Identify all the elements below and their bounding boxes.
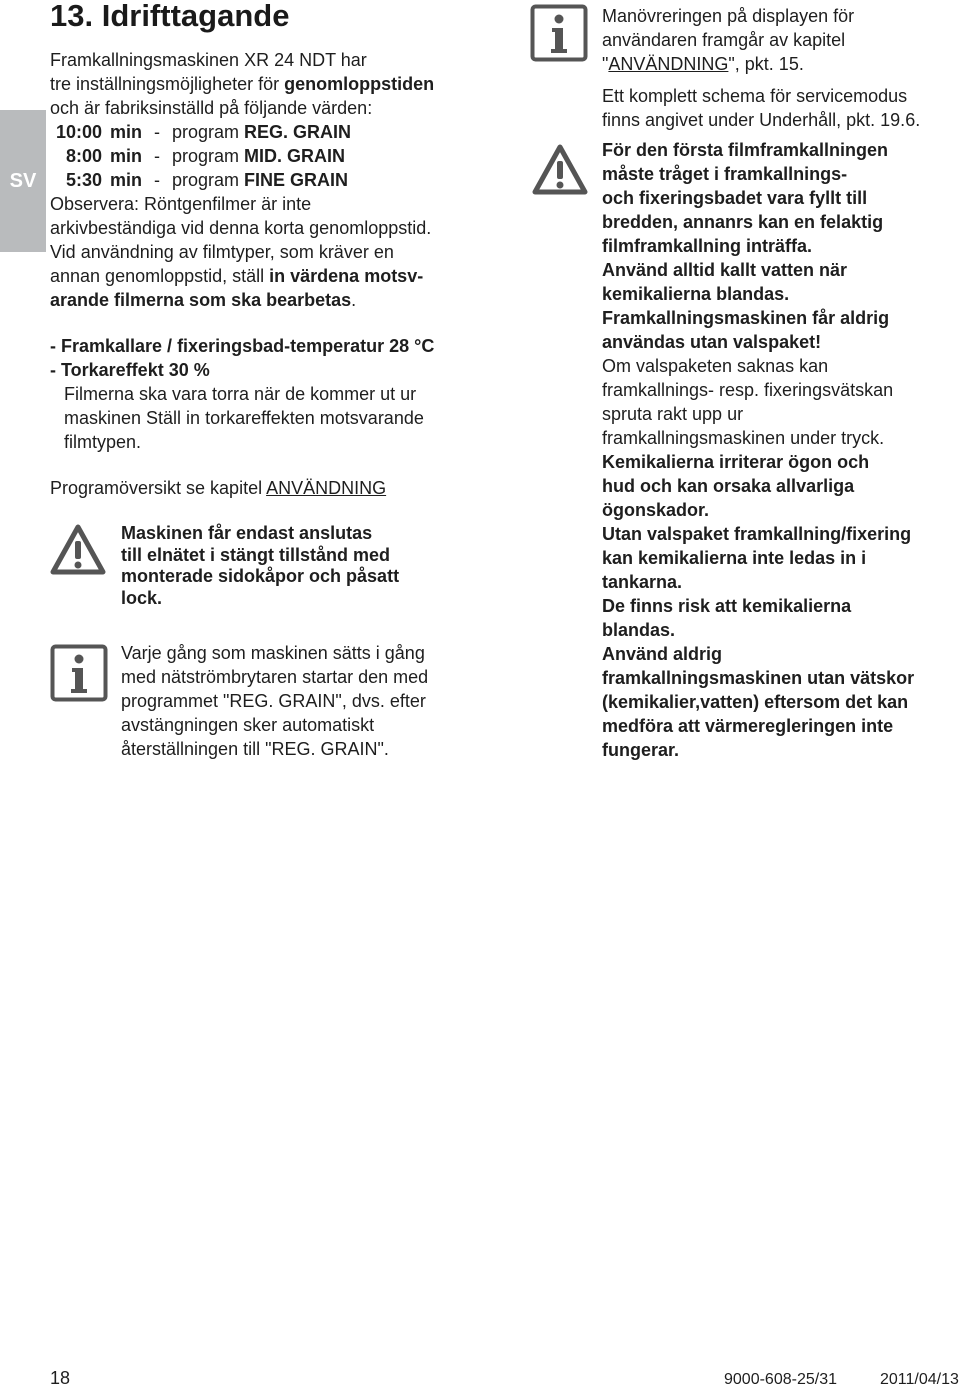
warning-line: lock. — [121, 587, 163, 608]
warning-line: till elnätet i stängt tillstånd med — [121, 544, 391, 565]
text-line — [602, 546, 958, 570]
program-prefix: program — [172, 170, 245, 190]
text-line — [602, 108, 952, 132]
text-run: " — [602, 54, 609, 74]
text-run: finns angivet under Underhåll, pkt. 19.6. — [602, 110, 921, 130]
text-run: . — [351, 290, 357, 310]
text-run: Observera: Röntgenfilmer är inte — [50, 194, 312, 214]
text-line — [602, 210, 958, 234]
program-overview-link[interactable]: ANVÄNDNING — [266, 478, 387, 498]
text-line — [602, 738, 958, 762]
settings-text — [50, 334, 490, 454]
text-line — [602, 234, 958, 258]
document-number: 9000-608-25/31 — [724, 1371, 837, 1388]
text-line — [50, 48, 490, 72]
text-run: filmtypen. — [64, 432, 142, 452]
text-line — [50, 288, 490, 312]
info-line: Varje gång som maskinen sätts i gång — [121, 643, 425, 663]
text-line — [50, 264, 490, 288]
program-overview — [50, 476, 490, 500]
text-run: Använd alltid kallt vatten när — [602, 260, 848, 280]
text-line — [602, 378, 958, 402]
text-run: och fixeringsbadet vara fyllt till — [602, 188, 868, 208]
page-number: 18 — [50, 1368, 71, 1388]
text-run: För den första filmframkallningen — [602, 140, 889, 160]
program-name: MID. GRAIN — [244, 146, 346, 166]
warning-line: monterade sidokåpor och påsatt — [121, 566, 400, 586]
time-value: 8:00 — [65, 146, 102, 166]
text-run: framkallningsmaskinen under tryck. — [602, 428, 885, 448]
text-run: Manövreringen på displayen för — [602, 6, 855, 26]
time-value: 5:30 — [65, 170, 102, 190]
info-icon — [50, 644, 108, 702]
text-run: medföra att värmeregleringen inte — [602, 716, 894, 736]
text-run: - Torkareffekt 30 % — [50, 360, 210, 380]
program-times — [50, 120, 490, 192]
text-run: användas utan valspaket! — [602, 332, 822, 352]
info-icon — [530, 4, 588, 62]
text-line — [50, 192, 490, 216]
text-run: Utan valspaket framkallning/fixering — [602, 524, 912, 544]
text-run: ögonskador. — [602, 500, 710, 520]
text-line — [602, 618, 958, 642]
text-run: arkivbeständiga vid denna korta genomloppstid. — [50, 218, 432, 238]
text-line — [602, 282, 958, 306]
text-line — [602, 354, 958, 378]
text-line — [602, 714, 958, 738]
intro-text — [50, 48, 490, 120]
program-prefix: program — [172, 122, 245, 142]
text-run: Om valspaketen saknas kan — [602, 356, 829, 376]
text-line — [50, 72, 490, 96]
settings-section — [50, 334, 490, 454]
text-run: maskinen Ställ in torkareffekten motsvarande — [64, 408, 424, 428]
text-run: hud och kan orsaka allvarliga — [602, 476, 855, 496]
language-tab: SV — [0, 110, 46, 252]
text-line — [602, 330, 958, 354]
text-run: - Framkallare / fixeringsbad-temperatur 28 °C — [50, 336, 435, 356]
text-run: filmframkallning inträffa. — [602, 236, 813, 256]
left-warning-text — [121, 523, 481, 609]
program-name: FINE GRAIN — [244, 170, 349, 190]
program-time-row — [50, 120, 490, 144]
text-run: kemikalierna blandas. — [602, 284, 790, 304]
right-warning-text — [602, 138, 958, 762]
text-line — [602, 258, 958, 282]
program-time-row — [50, 144, 490, 168]
text-line — [50, 240, 490, 264]
dash: - — [154, 146, 160, 166]
text-line — [602, 28, 952, 52]
text-line — [602, 498, 958, 522]
text-line — [602, 642, 958, 666]
text-run: genomloppstiden — [284, 74, 435, 94]
text-line — [50, 430, 490, 454]
time-unit: min — [110, 122, 143, 142]
text-run: annan genomloppstid, ställ — [50, 266, 270, 286]
text-run: fungerar. — [602, 740, 680, 760]
right-info-lines — [602, 4, 952, 132]
info-line: med nätströmbrytaren startar den med — [121, 667, 429, 687]
program-overview-text: Programöversikt se kapitel — [50, 478, 267, 498]
text-run: spruta rakt upp ur — [602, 404, 744, 424]
warning-triangle-icon — [532, 144, 588, 196]
text-run: framkallnings- resp. fixeringsvätskan — [602, 380, 894, 400]
intro-section — [50, 48, 490, 312]
right-warning-lines — [602, 138, 958, 762]
info-line: avstängningen sker automatiskt — [121, 715, 375, 735]
text-line — [602, 84, 952, 108]
text-line — [602, 52, 952, 76]
text-line — [602, 138, 958, 162]
text-run: in värdena motsv- — [269, 266, 424, 286]
text-line — [602, 186, 958, 210]
text-run: tre inställningsmöjligheter för — [50, 74, 285, 94]
warning-triangle-icon — [50, 524, 106, 576]
text-run: Framkallningsmaskinen får aldrig — [602, 308, 890, 328]
info-line: återställningen till "REG. GRAIN". — [121, 739, 389, 759]
text-line — [602, 426, 958, 450]
text-line — [602, 570, 958, 594]
text-line — [50, 96, 490, 120]
text-run: framkallningsmaskinen utan vätskor — [602, 668, 915, 688]
warning-line: Maskinen får endast anslutas — [121, 523, 373, 543]
program-name: REG. GRAIN — [244, 122, 352, 142]
text-run: Kemikalierna irriterar ögon och — [602, 452, 870, 472]
right-info-text — [602, 4, 952, 132]
text-line — [602, 666, 958, 690]
text-line — [602, 522, 958, 546]
text-line — [602, 4, 952, 28]
text-line — [602, 162, 958, 186]
time-unit: min — [110, 146, 143, 166]
time-value: 10:00 — [55, 122, 102, 142]
chapter-link[interactable]: ANVÄNDNING — [608, 54, 729, 74]
dash: - — [154, 122, 160, 142]
text-run: Använd aldrig — [602, 644, 723, 664]
info-line: programmet "REG. GRAIN", dvs. efter — [121, 691, 426, 711]
text-run: bredden, annanrs kan en felaktig — [602, 212, 884, 232]
document-date: 2011/04/13 — [880, 1371, 959, 1388]
text-run: blandas. — [602, 620, 676, 640]
text-line — [50, 216, 490, 240]
program-time-row — [50, 168, 490, 192]
text-line — [50, 382, 490, 406]
archive-note — [50, 192, 490, 312]
text-line — [602, 306, 958, 330]
text-line — [602, 450, 958, 474]
text-run: ", pkt. 15. — [728, 54, 804, 74]
text-run: tankarna. — [602, 572, 683, 592]
time-unit: min — [110, 170, 143, 190]
text-run: och är fabriksinställd på följande värden: — [50, 98, 373, 118]
text-run: De finns risk att kemikalierna — [602, 596, 852, 616]
text-run: (kemikalier,vatten) eftersom det kan — [602, 692, 909, 712]
section-title: 13. Idrifttagande — [50, 0, 290, 33]
text-run: kan kemikalierna inte ledas in i — [602, 548, 867, 568]
text-run: Vid användning av filmtyper, som kräver en — [50, 242, 394, 262]
text-run: Filmerna ska vara torra när de kommer ut ur — [64, 384, 417, 404]
text-line — [602, 402, 958, 426]
text-line — [50, 334, 490, 358]
text-run: användaren framgår av kapitel — [602, 30, 846, 50]
text-line — [602, 690, 958, 714]
left-info-text — [121, 641, 491, 761]
text-line — [50, 406, 490, 430]
text-line — [50, 358, 490, 382]
program-prefix: program — [172, 146, 245, 166]
text-run: Framkallningsmaskinen XR 24 NDT har — [50, 50, 367, 70]
text-run: måste tråget i framkallnings- — [602, 164, 848, 184]
text-line — [602, 474, 958, 498]
text-run: arande filmerna som ska bearbetas — [50, 290, 352, 310]
text-line — [602, 594, 958, 618]
text-run: Ett komplett schema för servicemodus — [602, 86, 908, 106]
dash: - — [154, 170, 160, 190]
